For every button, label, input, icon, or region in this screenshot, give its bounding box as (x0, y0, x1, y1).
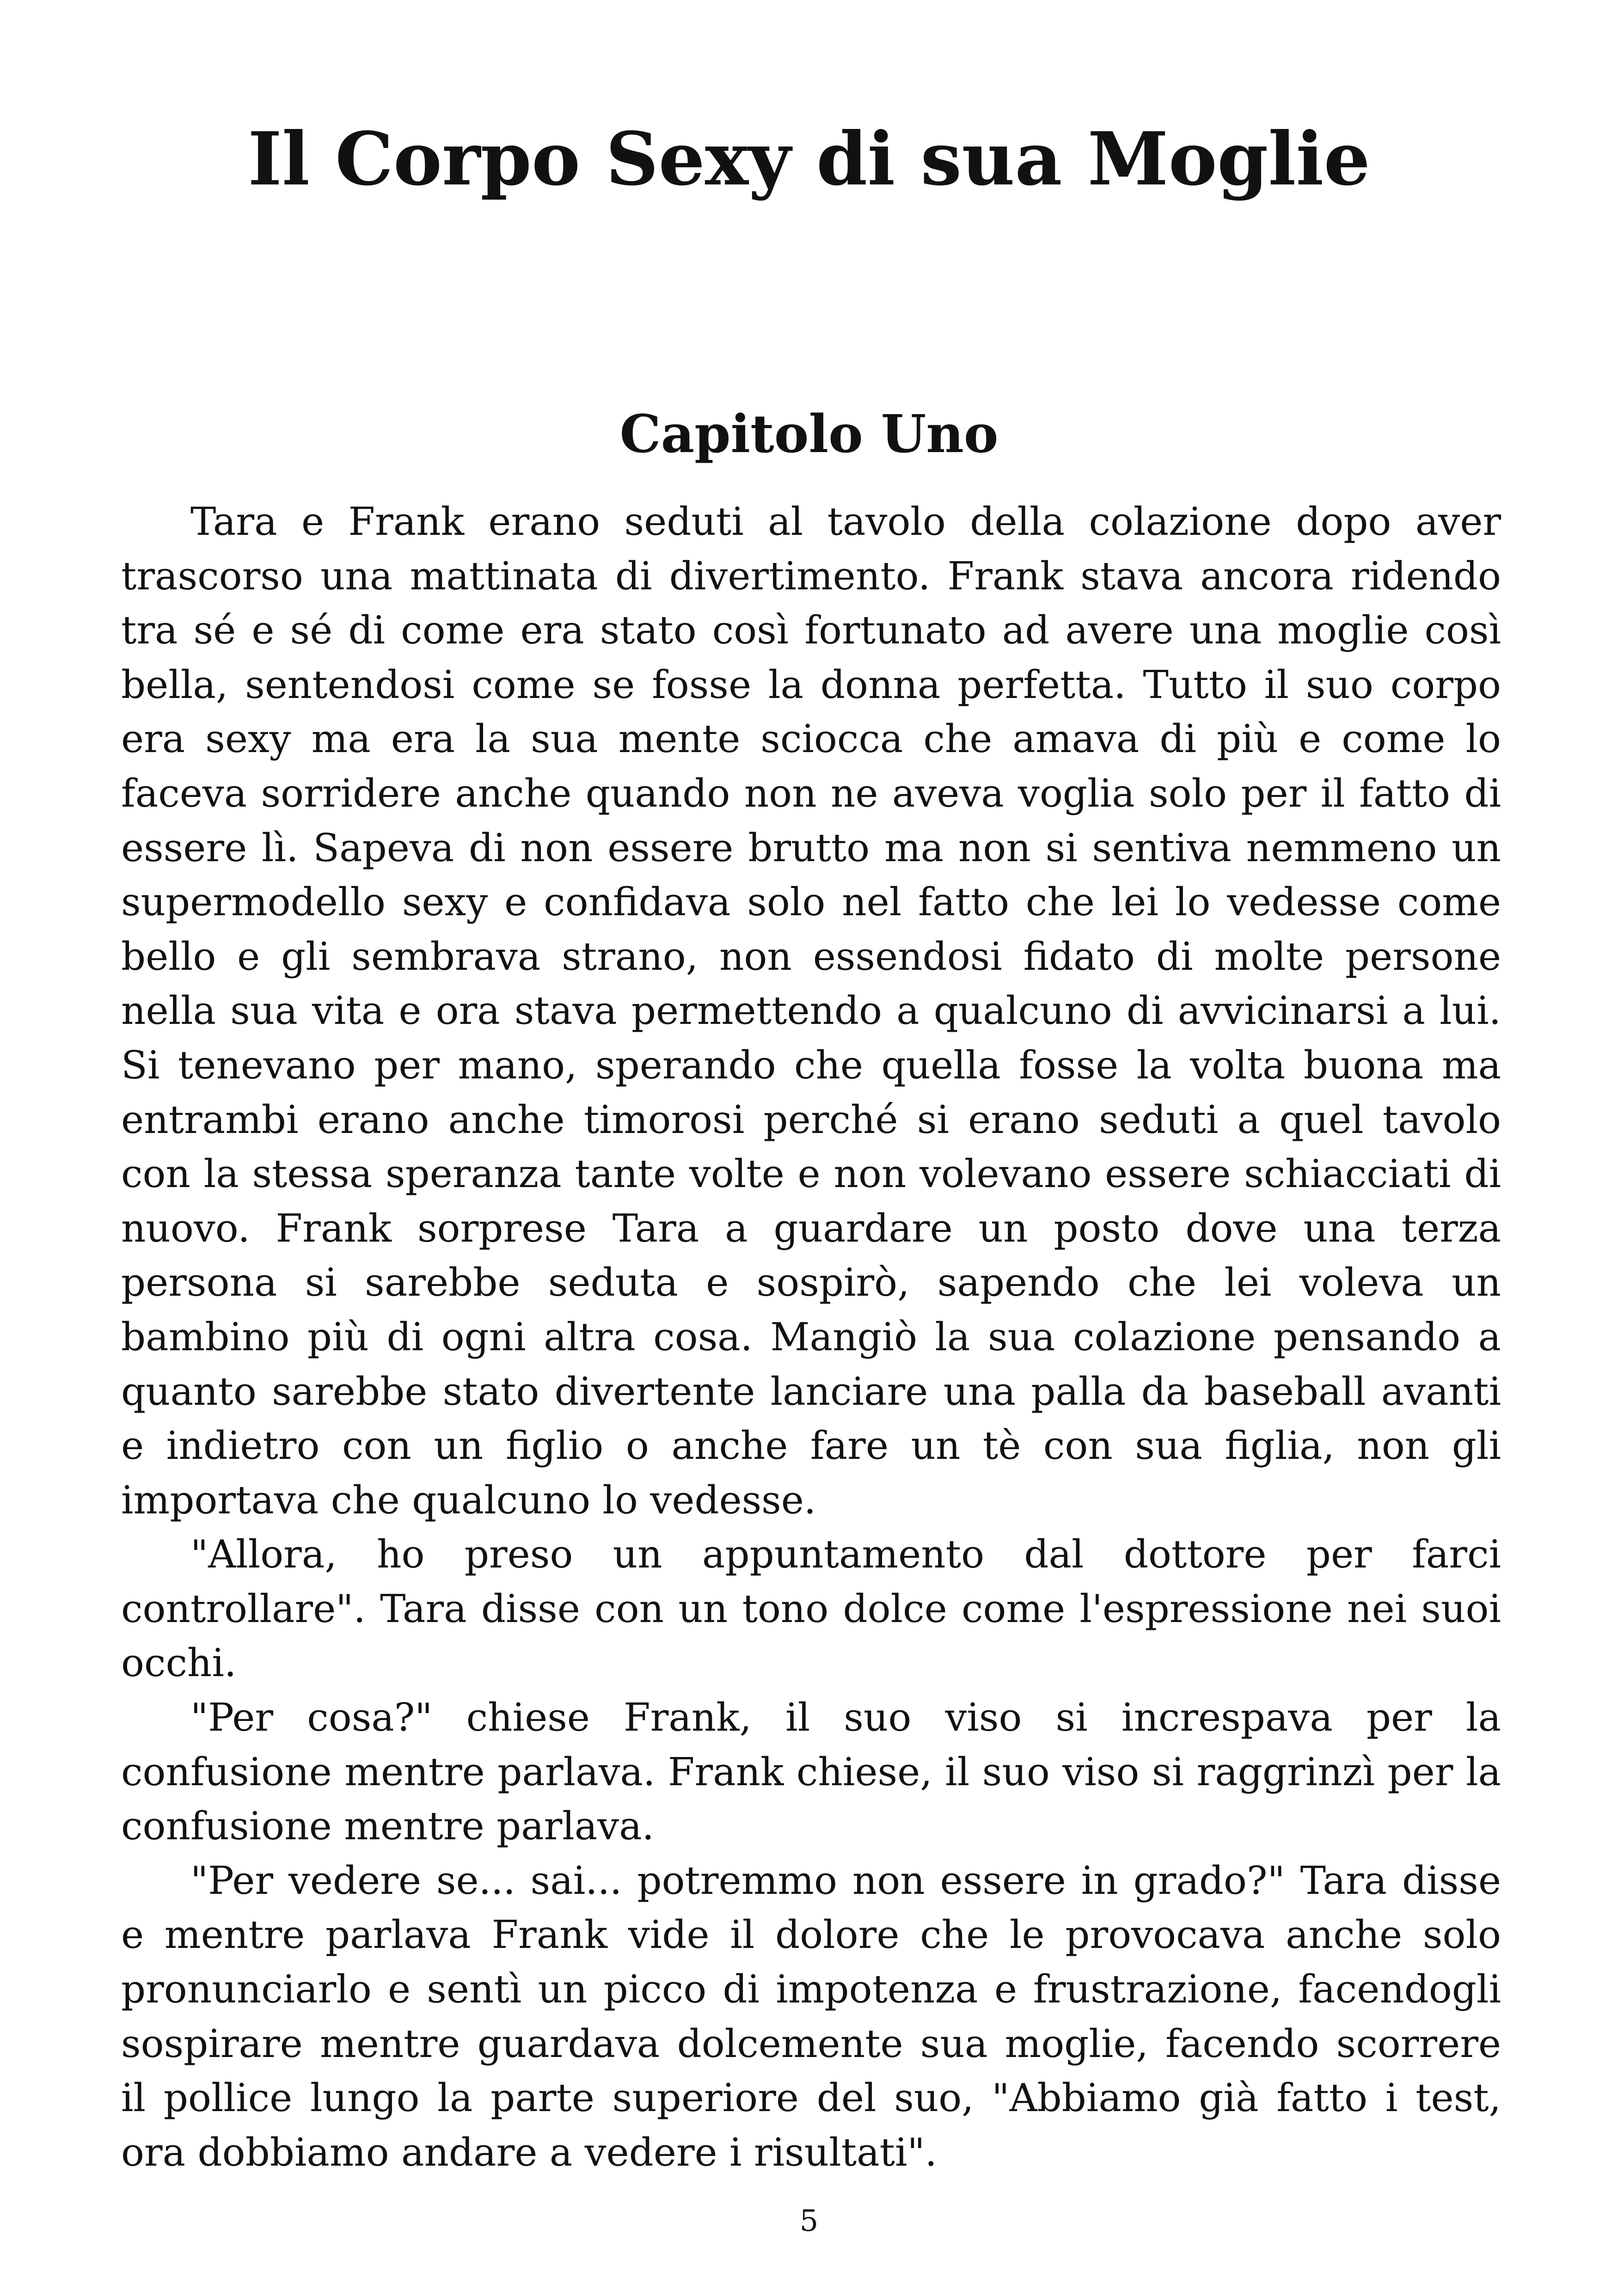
chapter-body (121, 495, 1501, 2180)
paragraph: "Per cosa?" chiese Frank, il suo viso si increspava per la confusione mentre parlava. Frank chiese, il suo viso si raggrinzì per la confusione mentre parlava. (121, 1695, 1501, 1849)
chapter-title: Capitolo Uno (619, 404, 999, 465)
paragraph: "Per vedere se... sai... potremmo non essere in grado?" Tara disse e mentre parlava Frank vide il dolore che le provocava anche solo pronunciarlo e sentì un picco di impotenza e frustrazione, facendogli sospirare mentre guardava dolcemente sua moglie, facendo scorrere il pollice lungo la parte superiore del suo, "Abbiamo già fatto i test, ora dobbiamo andare a vedere i risultati". (121, 1858, 1501, 2175)
book-title: Il Corpo Sexy di sua Moglie (248, 116, 1370, 202)
page-number: 5 (799, 2204, 819, 2238)
paragraph: Tara e Frank erano seduti al tavolo della colazione dopo aver trascorso una mattinata di divertimento. Frank stava ancora ridendo tra sé e sé di come era stato così fortunato ad avere una moglie così bella, sentendosi come se fosse la donna perfetta. Tutto il suo corpo era sexy ma era la sua mente sciocca che amava di più e come lo faceva sorridere anche quando non ne aveva voglia solo per il fatto di essere lì. Sapeva di non essere brutto ma non si sentiva nemmeno un supermodello sexy e confidava solo nel fatto che lei lo vedesse come bello e gli sembrava strano, non essendosi fidato di molte persone nella sua vita e ora stava permettendo a qualcuno di avvicinarsi a lui. Si tenevano per mano, sperando che quella fosse la volta buona ma entrambi erano anche timorosi perché si erano seduti a quel tavolo con la stessa speranza tante volte e non volevano essere schiacciati di nuovo. Frank sorprese Tara a guardare un posto dove una terza persona si sarebbe seduta e sospirò, sapendo che lei voleva un bambino più di ogni altra cosa. Mangiò la sua colazione pensando a quanto sarebbe stato divertente lanciare una palla da baseball avanti e indietro con un figlio o anche fare un tè con sua figlia, non gli importava che qualcuno lo vedesse. (121, 499, 1501, 1523)
paragraph: "Allora, ho preso un appuntamento dal dottore per farci controllare". Tara disse con un tono dolce come l'espressione nei suoi occhi. (121, 1532, 1501, 1686)
